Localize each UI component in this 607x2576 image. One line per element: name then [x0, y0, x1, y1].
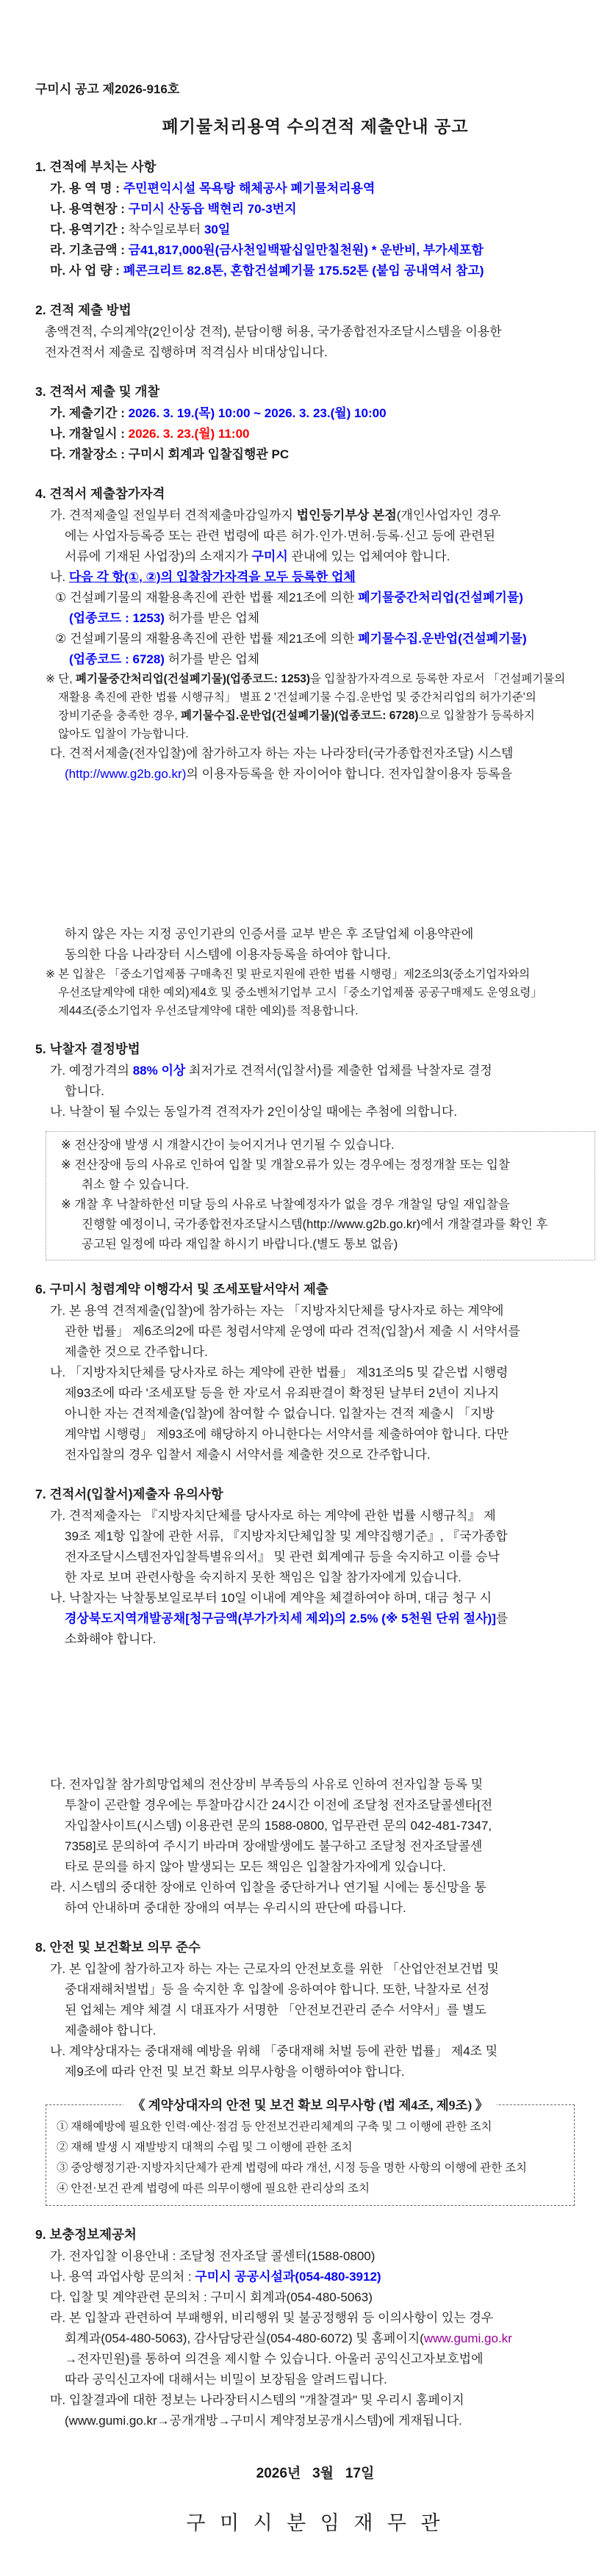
url-text: (: [65, 767, 69, 781]
text-line: [35, 1301, 595, 1321]
text-line: [52, 1195, 589, 1215]
text-run: ※ 개찰 후 낙찰하한선 미달 등의 사유로 낙찰예정자가 없을 경우 개찰일 당일 재입찰을: [61, 1198, 510, 1211]
text-run: 가. 전자입찰 이용안내 : 조달청 전자조달 콜센터(1588-0800): [50, 2249, 376, 2263]
page-title: 폐기물처리용역 수의견적 제출안내 공고: [162, 117, 469, 136]
text-run: ② 재해 발생 시 재발방지 대책의 수립 및 그 이행에 관한 조치: [57, 2141, 353, 2154]
text-line: [35, 2328, 595, 2349]
safety-duty-box: [46, 2098, 575, 2206]
text-run: 경상북도지역개발공채[청구금액(부가가치세 제외)의 2.5% (※ 5천원 단위 절사)]: [65, 1612, 496, 1626]
text-line: [35, 567, 595, 588]
safety-duty-box-title: 《 계약상대자의 안전 및 보건 확보 의무사항 (법 제4조, 제9조) 》: [123, 2096, 497, 2114]
text-run: 허가를 받은 업체: [164, 652, 260, 666]
text-run: 다. 용역기간 :: [50, 223, 129, 237]
text-line: [35, 1609, 595, 1629]
text-run: 우선조달계약에 대한 예외)제4호 및 중소벤처기업부 고시「중소기업제품 공공구매제도 운영요령」: [58, 986, 542, 999]
text-line: [35, 1816, 595, 1836]
text-run: 으로 입찰참가 등록하지: [418, 710, 535, 722]
text-run: 가. 예정가격의: [50, 1064, 133, 1078]
text-line: [35, 2000, 595, 2021]
text-run: 아니한 자는 견적제출(입찰)에 참여할 수 없습니다. 입찰자는 견적 제출시 「지방: [65, 1407, 495, 1421]
text-run: 자입찰사이트(시스템) 이용관련 문의 1588-0800, 업무관련 문의 042-481-7347,: [65, 1819, 492, 1833]
text-run: (www.gumi.go.kr→공개개방→구미시 계약정보공개시스템)에 게재됩니다.: [65, 2414, 462, 2428]
text-line: [35, 1102, 595, 1122]
text-run: (업종코드 : 6728): [69, 652, 165, 666]
text-run: 를: [495, 1612, 509, 1626]
text-run: 폐기물중간처리업(건설폐기물): [358, 591, 523, 605]
text-line: [35, 546, 595, 567]
text-line: [35, 670, 595, 688]
section-2-submission-method: [35, 300, 595, 363]
section-heading: 1. 견적에 부치는 사항: [35, 159, 157, 174]
text-line: [35, 342, 595, 363]
text-line: [35, 2021, 595, 2041]
text-run: 회계과(054-480-5063), 감사담당관실(054-480-6072) 및 홈페이지(: [65, 2331, 424, 2345]
section-body: [35, 1959, 595, 2082]
text-line: [35, 1061, 595, 1081]
text-run: ※ 전산장애 등의 사유로 인하여 입찰 및 개찰오류가 있는 경우에는 정정개찰 또는 입찰: [61, 1158, 510, 1172]
text-run: 구미시 산동읍 백현리 70-3번지: [128, 202, 297, 216]
text-run: 나. 「지방자치단체를 당사자로 하는 계약에 관한 법률」 제31조의5 및 같은법 시행령: [50, 1365, 509, 1379]
text-line: [35, 649, 595, 670]
text-run: 30일: [204, 223, 231, 237]
text-run: 7358]로 문의하여 주시기 바라며 장애발생에도 불구하고 조달청 전자조달콜센: [65, 1839, 483, 1853]
text-line: [35, 743, 595, 764]
section-heading: 2. 견적 제출 방법: [35, 303, 132, 317]
text-line: [35, 2308, 595, 2328]
text-run: 계약법 시행령」 제93조에 해당하지 아니한다는 서약서를 제출하여야 합니다. 다만: [65, 1427, 509, 1441]
text-line: [35, 444, 595, 465]
section-4-continued: [35, 924, 595, 1020]
section-heading: 5. 낙찰자 결정방법: [35, 1042, 140, 1056]
text-line: [35, 2287, 595, 2308]
url-text: www.gumi.go.kr: [423, 2331, 512, 2345]
text-run: 서류에 기재된 사업장)의 소재지가: [65, 549, 252, 563]
section-body: [35, 178, 595, 281]
notice-number: 구미시 공고 제2026-916호: [35, 82, 180, 96]
text-line: [35, 1898, 595, 1919]
text-run: 전자입찰의 경우 입찰서 제출시 서약서를 제출한 것으로 간주합니다.: [65, 1448, 431, 1462]
text-run: 라. 본 입찰과 관련하여 부패행위, 비리행위 및 불공정행위 등 이의사항이 있는 경우: [50, 2311, 494, 2325]
text-line: [35, 240, 595, 261]
text-run: 동의한 다음 나라장터 시스템에 이용자등록을 하여야 합니다.: [65, 948, 391, 962]
text-run: 합니다.: [65, 1084, 104, 1098]
text-run: 88% 이상: [132, 1064, 186, 1078]
text-line: [35, 1363, 595, 1383]
text-line: [35, 220, 595, 240]
text-line: [35, 764, 595, 784]
text-run: 법인등기부상 본점: [296, 508, 397, 522]
text-run: 관한 법률」 제6조의2에 따른 청렴서약제 운영에 따라 견적(입찰)서 제출 시 서약서를: [65, 1324, 520, 1338]
text-line: [54, 2158, 567, 2179]
text-run: 나. 계약상대자는 중대재해 예방을 위해 「중대재해 처벌 등에 관한 법률」 제4조 및: [50, 2044, 498, 2058]
section-7-continued: [35, 1775, 595, 1919]
text-line: [35, 505, 595, 526]
text-line: [35, 322, 595, 342]
text-run: 나. 낙찰자는 낙찰통보일로부터 10일 이내에 계약을 체결하여야 하며, 대금 청구 시: [50, 1591, 492, 1605]
text-run: 전자조달시스템전자입찰특별유의서』 및 관련 회계예규 등을 숙지하고 이를 승낙: [65, 1550, 500, 1564]
text-run: 타로 문의를 하지 않아 발생되는 모든 책임은 입찰참가자에게 있습니다.: [65, 1860, 446, 1874]
page-break-gap: [35, 1650, 595, 1775]
text-run: 가. 제출기간 :: [50, 406, 129, 420]
text-line: [35, 1836, 595, 1857]
text-run: 나. 개찰일시 :: [50, 427, 129, 441]
text-line: [35, 1567, 595, 1588]
text-line: [35, 2390, 595, 2411]
text-line: [35, 1506, 595, 1526]
section-6-integrity-pledge: [35, 1280, 595, 1465]
text-run: 나. 용역현장 :: [50, 202, 129, 216]
text-run: ④ 안전·보건 관계 법령에 따른 의무이행에 필요한 관리상의 조치: [57, 2182, 370, 2195]
text-run: 2026. 3. 19.(목) 10:00 ~ 2026. 3. 23.(월) 10:00: [128, 406, 387, 420]
text-line: [54, 2179, 567, 2199]
section-body: [35, 505, 595, 784]
text-line: [35, 2062, 595, 2082]
text-line: [35, 1959, 595, 1980]
text-run: 취소 할 수 있습니다.: [82, 1178, 189, 1191]
text-run: ※ 본 입찰은 「중소기업제품 구매촉진 및 판로지원에 관한 법률 시행령」제2조의3(중소기업자와의: [46, 968, 531, 981]
section-heading: 9. 보충정보제공처: [35, 2227, 137, 2242]
text-run: 소화해야 합니다.: [65, 1632, 157, 1646]
text-run: 제출한 것으로 간주합니다.: [65, 1345, 208, 1359]
text-line: [35, 1424, 595, 1445]
url-text: http://www.g2b.go.kr: [68, 767, 182, 781]
section-body: [35, 1301, 595, 1465]
text-line: [35, 707, 595, 725]
text-line: [35, 1445, 595, 1465]
section-heading: 6. 구미시 청렴계약 이행각서 및 조세포탈서약서 제출: [35, 1282, 328, 1296]
section-heading: 3. 견적서 제출 및 개찰: [35, 384, 160, 399]
text-run: 다. 개찰장소 :: [50, 447, 129, 461]
text-run: 다음 각 항(①, ②)의 입찰참가자격을 모두 등록한 업체: [68, 570, 356, 584]
text-line: [35, 1629, 595, 1650]
text-run: 하여 안내하며 중대한 장애의 여부는 우리시의 판단에 따릅니다.: [65, 1901, 406, 1915]
text-run: 다. 전자입찰 참가희망업체의 전산장비 부족등의 사유로 인하여 전자입찰 등록 및: [50, 1778, 484, 1792]
text-run: 39조 제1항 입찰에 관한 서류, 『지방자치단체입찰 및 계약집행기준』, 『국가종합: [65, 1529, 508, 1543]
text-run: 제출해야 합니다.: [65, 2024, 157, 2038]
system-failure-notice-box: [46, 1131, 595, 1260]
text-run: 폐기물수집.운반업(건설폐기물): [358, 632, 527, 646]
section-9-contact-info: [35, 2225, 595, 2431]
text-run: 따라 공익신고자에 대해서는 비밀이 보장됨을 알려드립니다.: [65, 2373, 387, 2386]
text-line: [35, 965, 595, 984]
text-line: [35, 725, 595, 743]
text-run: 라. 시스템의 중대한 장애로 인하여 입찰을 중단하거나 연기될 시에는 통신망을 통: [50, 1880, 486, 1894]
text-run: 최저가로 견적서(입찰서)를 제출한 업체를 낙찰자로 결정: [185, 1064, 492, 1078]
url-text: ): [182, 767, 187, 781]
text-line: [35, 629, 595, 649]
text-line: [52, 1235, 589, 1255]
text-run: 구미시 회계과 입찰집행관 PC: [128, 447, 290, 461]
text-run: 마. 입찰결과에 대한 정보는 나라장터시스템의 "개찰결과" 및 우리시 홈페이지: [50, 2393, 464, 2407]
section-heading: 7. 견적서(입찰서)제출자 유의사항: [35, 1487, 223, 1501]
announcement-date: 2026년 3월 17일: [256, 2466, 375, 2481]
text-line: [35, 2349, 595, 2370]
text-line: [35, 1795, 595, 1816]
text-run: 을 입찰참가자격으로 등록한 자로서 「건설폐기물의: [310, 673, 566, 685]
text-line: [35, 688, 595, 707]
text-run: 구미시 공공시설과(054-480-3912): [195, 2270, 381, 2284]
text-run: 나. 용역 과업사항 문의처 :: [50, 2270, 195, 2284]
text-run: 폐기물수집.운반업(건설폐기물)(업종코드: 6728): [180, 710, 419, 722]
text-run: ① 재해예방에 필요한 인력·예산·점검 등 안전보건관리체계의 구축 및 그 이행에 관한 조치: [57, 2121, 492, 2133]
text-run: 의 이용자등록을 한 자이어야 합니다. 전자입찰이용자 등록을: [186, 767, 512, 781]
text-run: 투찰이 곤란할 경우에는 투찰마감시간 24시간 이전에 조달청 전자조달콜센타[전: [65, 1798, 493, 1812]
text-run: 가. 견적제출일 전일부터 견적제출마감일까지: [50, 508, 297, 522]
text-run: →전자민원)를 통하여 의견을 제시할 수 있습니다. 아울러 공익신고자보호법에: [65, 2352, 484, 2366]
text-run: 가. 견적제출자는 『지방자치단체를 당사자로 하는 계약에 관한 법률 시행규칙』 제: [50, 1509, 496, 1523]
text-line: [35, 1877, 595, 1898]
text-run: 라. 기초금액 :: [50, 243, 129, 257]
text-run: 가. 본 입찰에 참가하고자 하는 자는 근로자의 안전보호를 위한 「산업안전보건법 및: [50, 1962, 499, 1976]
text-run: ② 건설폐기물의 재활용촉진에 관한 법률 제21조에 의한: [55, 632, 359, 646]
text-line: [35, 1588, 595, 1609]
text-line: [35, 2246, 595, 2267]
text-run: 제44조(중소기업자 우선조달계약에 대한 예외)를 적용합니다.: [58, 1005, 359, 1017]
text-run: ※ 단,: [46, 673, 76, 685]
text-run: 전자견적서 제출로 집행하며 적격심사 비대상입니다.: [45, 345, 328, 359]
text-line: [35, 424, 595, 444]
text-run: 폐콘크리트 82.8톤, 혼합건설폐기물 175.52톤 (붙임 공내역서 참고): [123, 264, 484, 278]
section-heading: 8. 안전 및 보건확보 의무 준수: [35, 1940, 201, 1955]
text-line: [35, 2041, 595, 2062]
page-break-gap: [35, 784, 595, 924]
text-line: [35, 261, 595, 281]
section-heading: 4. 견적서 제출참가자격: [35, 486, 165, 501]
text-line: [35, 984, 595, 1002]
text-line: [35, 945, 595, 965]
section-8-safety-health-duty: [35, 1938, 595, 2206]
text-line: [35, 526, 595, 546]
text-line: [35, 1857, 595, 1877]
text-run: 주민편익시설 목욕탕 해체공사 폐기물처리용역: [123, 181, 376, 195]
text-run: 2026. 3. 23.(월) 11:00: [128, 427, 250, 441]
text-line: [35, 924, 595, 945]
text-line: [35, 178, 595, 199]
text-run: 나. 낙찰이 될 수있는 동일가격 견적자가 2인이상일 때에는 추첨에 의합니다.: [50, 1105, 458, 1119]
text-run: 하지 않은 자는 지정 공인기관의 인증서를 교부 받은 후 조달업체 이용약관에: [65, 927, 474, 941]
text-run: 나.: [50, 570, 69, 584]
section-5-award-decision: [35, 1039, 595, 1260]
text-line: [35, 1980, 595, 2000]
text-line: [35, 1383, 595, 1404]
text-line: [52, 1175, 589, 1195]
text-run: 가. 본 용역 견적제출(입찰)에 참가하는 자는 「지방자치단체를 당사자로 하는 계약에: [50, 1304, 504, 1318]
text-line: [35, 1404, 595, 1424]
text-run: 공고된 일정에 따라 재입찰 하시기 바랍니다.(별도 통보 없음): [82, 1238, 398, 1251]
text-run: 않아도 입찰이 가능합니다.: [58, 728, 189, 740]
section-body: [35, 1506, 595, 1650]
text-run: 제93조에 따라 '조세포탈 등을 한 자'로서 유죄판결이 확정된 날부터 2년이 지나지: [65, 1386, 500, 1400]
section-body: [35, 1061, 595, 1122]
text-line: [54, 2117, 567, 2137]
text-run: 금41,817,000원(금사천일백팔십일만칠천원) * 운반비, 부가세포함: [128, 243, 484, 257]
text-run: 가. 용 역 명 :: [50, 181, 123, 195]
section-3-submission-and-opening: [35, 382, 595, 465]
text-run: 한 자로 보며 관련사항을 숙지하지 못한 책임은 입찰 참가자에게 있습니다.: [65, 1570, 461, 1584]
text-line: [35, 1775, 595, 1795]
text-line: [52, 1215, 589, 1235]
text-run: 마. 사 업 량 :: [50, 264, 123, 278]
text-run: 다. 견적서제출(전자입찰)에 참가하고자 하는 자는 나라장터(국가종합전자조달) 시스템: [50, 746, 514, 760]
text-run: 다. 입찰 및 계약관련 문의처 : 구미시 회계과(054-480-5063): [50, 2290, 373, 2304]
text-run: (개인사업자인 경우: [396, 508, 501, 522]
text-line: [35, 1342, 595, 1363]
text-run: 된 업체는 계약 체결 시 대표자가 서명한 「안전보건관리 준수 서약서」를 별도: [65, 2003, 486, 2017]
text-line: [35, 1002, 595, 1020]
text-run: 진행할 예정이니, 국가종합전자조달시스템(http://www.g2b.go.kr)에서 개찰결과를 확인 후: [82, 1218, 548, 1231]
text-line: [35, 1321, 595, 1342]
text-run: (업종코드 : 1253): [69, 611, 165, 625]
text-run: 제9조에 따라 안전 및 보건 확보 의무사항을 이행하여야 합니다.: [65, 2065, 405, 2079]
text-run: 에는 사업자등록증 또는 관련 법령에 따른 허가·인가·면허·등록·신고 등에 관련된: [65, 529, 495, 543]
issuer-signature: 구 미 시 분 임 재 무 관: [186, 2512, 445, 2534]
section-body: [35, 403, 595, 465]
section-body: [35, 322, 595, 363]
section-7-bidder-notes: [35, 1484, 595, 1650]
text-run: 폐기물중간처리업(건설폐기물)(업종코드: 1253): [75, 673, 311, 685]
text-line: [54, 2137, 567, 2158]
text-run: 착수일로부터: [128, 223, 204, 237]
text-run: 구미시: [251, 549, 288, 563]
text-line: [35, 403, 595, 424]
text-run: 관내에 있는 업체여야 합니다.: [287, 549, 450, 563]
text-run: ① 건설폐기물의 재활용촉진에 관한 법률 제21조에 의한: [55, 591, 359, 605]
text-line: [35, 588, 595, 608]
section-1-items-of-estimate: [35, 157, 595, 281]
text-line: [52, 1155, 589, 1175]
text-line: [35, 1081, 595, 1102]
text-run: ※ 전산장애 발생 시 개찰시간이 늦어지거나 연기될 수 있습니다.: [61, 1139, 395, 1152]
text-line: [35, 608, 595, 629]
text-run: ③ 중앙행정기관·지방자치단체가 관계 법령에 따라 개선, 시정 등을 명한 사항의 이행에 관한 조치: [57, 2162, 528, 2174]
text-line: [52, 1136, 589, 1155]
text-line: [35, 199, 595, 220]
text-run: 허가를 받은 업체: [164, 611, 260, 625]
section-body: [35, 2246, 595, 2431]
text-run: 재활용 촉진에 관한 법률 시행규칙」 별표 2 '건설폐기물 수집.운반업 및 중간처리업의 허가기준'의: [58, 691, 536, 704]
text-line: [35, 2267, 595, 2287]
section-4-eligibility: [35, 484, 595, 784]
text-run: 중대재해처벌법」등 을 숙지한 후 입찰에 응하여야 합니다. 또한, 낙찰자로 선정: [65, 1982, 490, 1996]
text-line: [35, 1526, 595, 1547]
safety-duty-box-items: [54, 2117, 567, 2199]
text-run: 장비기준을 충족한 경우,: [58, 710, 181, 722]
text-line: [35, 2411, 595, 2431]
text-line: [35, 2370, 595, 2390]
text-run: 총액견적, 수의계약(2인이상 견적), 분담이행 허용, 국가종합전자조달시스템을 이용한: [45, 325, 502, 339]
text-line: [35, 1547, 595, 1567]
